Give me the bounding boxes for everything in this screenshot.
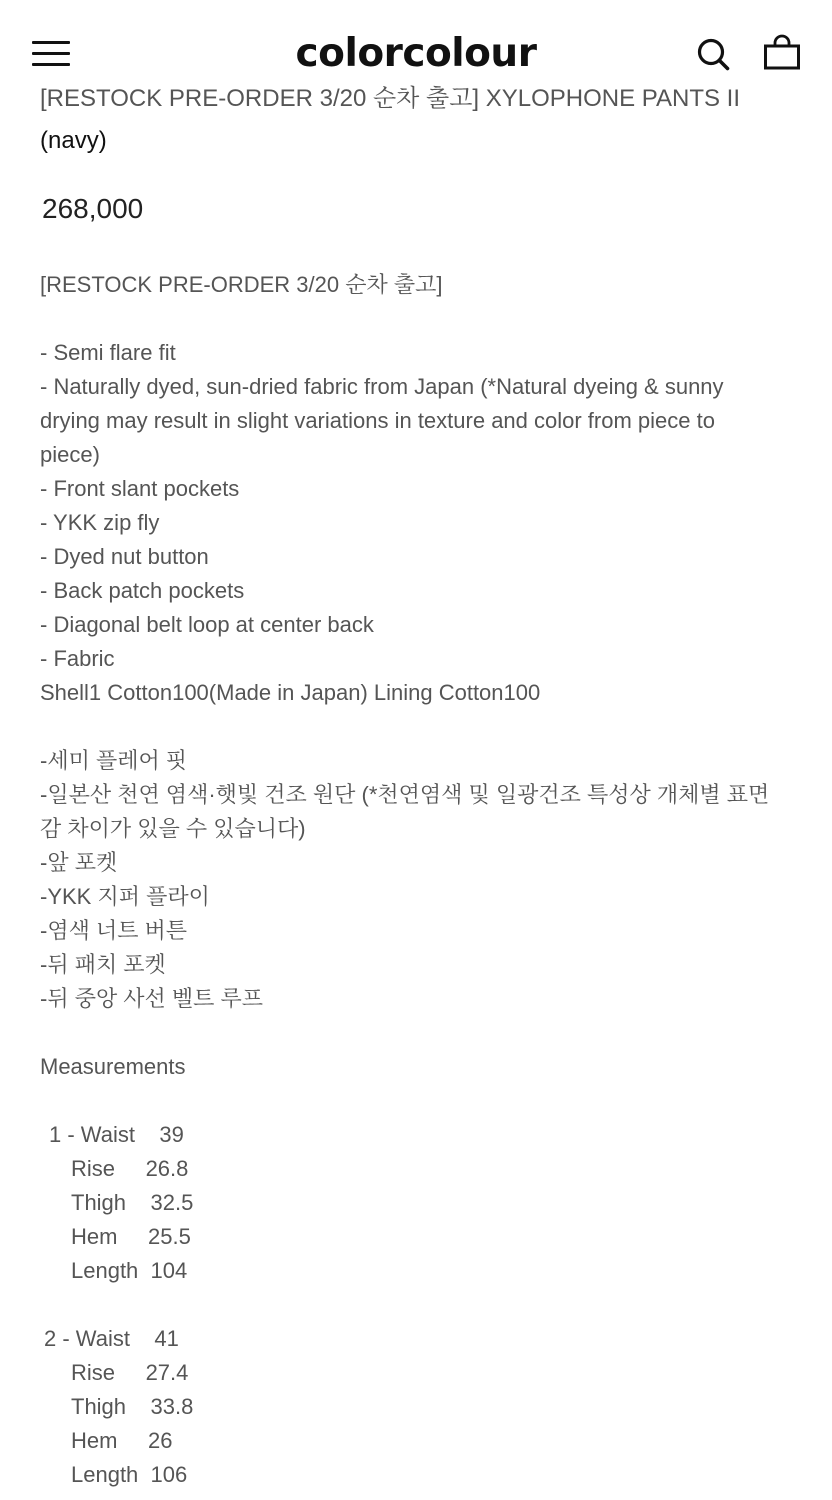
feature-line-ko: -일본산 천연 염색·햇빛 건조 원단 (*천연염색 및 일광건조 특성상 개체별 표면 [40,782,770,807]
feature-line-ko: -뒤 패치 포켓 [40,952,166,977]
size1-waist: 1 - Waist 39 [49,1122,184,1147]
site-header [0,0,832,90]
size1-hem: Hem 25.5 [71,1224,191,1249]
feature-line-ko: -앞 포켓 [40,850,118,875]
size2-waist: 2 - Waist 41 [44,1326,179,1351]
product-title-line: [RESTOCK PRE-ORDER 3/20 순차 출고] XYLOPHONE PANTS II [40,85,741,112]
feature-line-en: - Dyed nut button [40,544,209,569]
size2-length: Length 106 [71,1462,188,1487]
measurements-heading: Measurements [40,1054,186,1079]
size2-thigh: Thigh 33.8 [71,1394,194,1419]
feature-line-en: - Front slant pockets [40,476,240,501]
brand-logo[interactable]: colorcolour [295,31,537,76]
product-color-variant: (navy) [40,127,107,154]
shopping-bag-icon[interactable] [760,34,802,76]
size1-thigh: Thigh 32.5 [71,1190,194,1215]
product-price: 268,000 [42,193,144,224]
feature-line-en: - Naturally dyed, sun-dried fabric from Japan (*Natural dyeing & sunny [40,374,724,399]
size2-rise: Rise 27.4 [71,1360,189,1385]
product-title [40,78,800,162]
feature-line-en: - YKK zip fly [40,510,160,535]
feature-line-en: - Diagonal belt loop at center back [40,612,374,637]
feature-line-ko: -YKK 지퍼 플라이 [40,884,210,909]
search-icon[interactable] [692,34,734,76]
product-detail [40,78,800,1492]
feature-line-en: - Semi flare fit [40,340,176,365]
restock-notice: [RESTOCK PRE-ORDER 3/20 순차 출고] [40,272,443,297]
size2-hem: Hem 26 [71,1428,173,1453]
product-description [40,268,800,1492]
feature-line-ko: -염색 너트 버튼 [40,918,188,943]
feature-line-en: drying may result in slight variations in texture and color from piece to [40,408,715,433]
feature-line-ko: -뒤 중앙 사선 벨트 루프 [40,986,264,1011]
size1-length: Length 104 [71,1258,188,1283]
feature-line-ko: 감 차이가 있을 수 있습니다) [40,816,306,841]
feature-line-ko: -세미 플레어 핏 [40,748,188,773]
feature-line-en: piece) [40,442,100,467]
fabric-composition: Shell1 Cotton100(Made in Japan) Lining Cotton100 [40,680,541,705]
size1-rise: Rise 26.8 [71,1156,189,1181]
feature-line-en: - Back patch pockets [40,578,245,603]
feature-line-en: - Fabric [40,646,115,671]
